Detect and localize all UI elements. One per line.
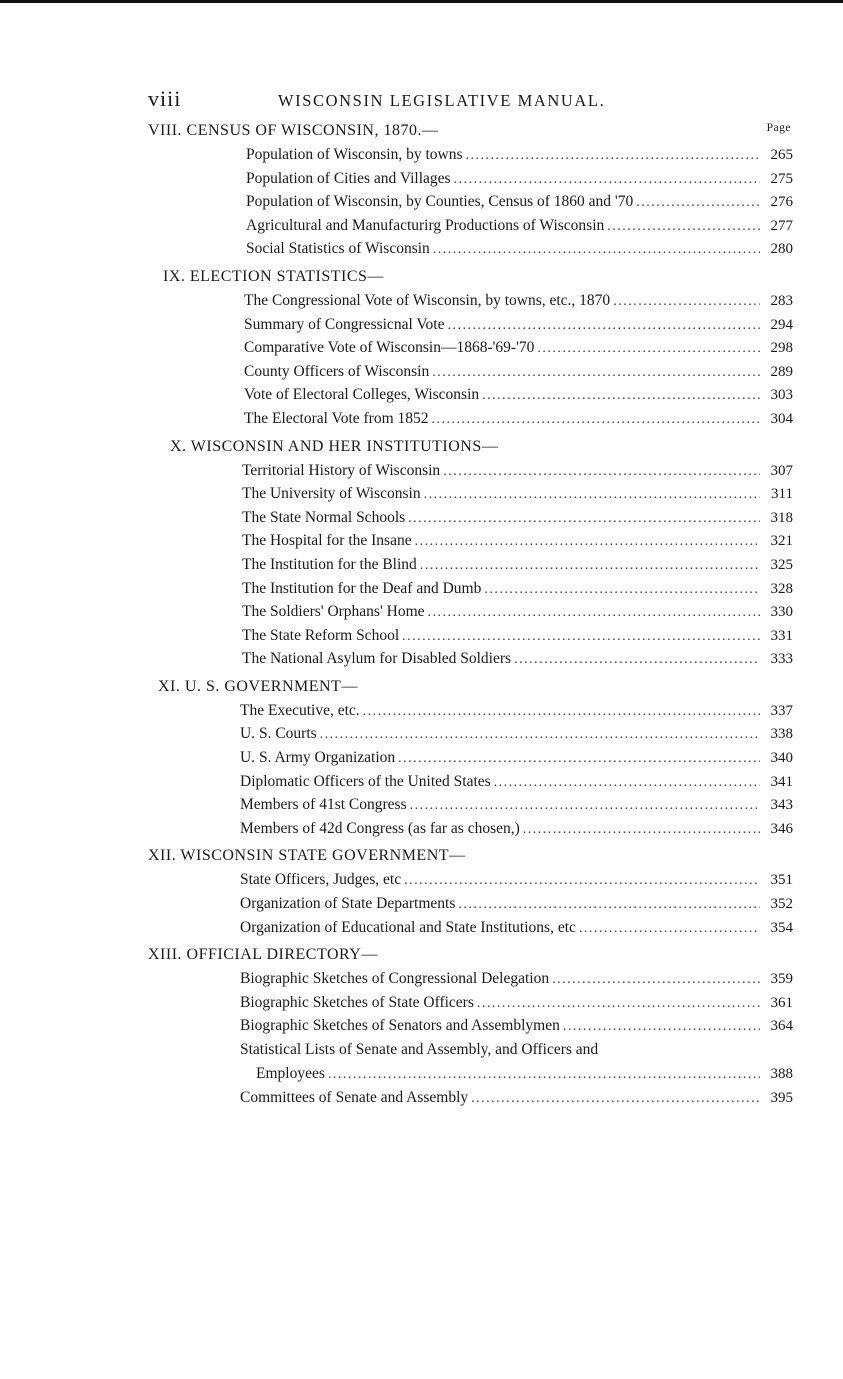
toc-page-number: 361 — [770, 994, 793, 1011]
toc-page-number: 328 — [770, 580, 793, 597]
toc-page-number: 333 — [770, 651, 793, 668]
section-title — [148, 946, 793, 970]
toc-section — [148, 847, 793, 942]
dot-leader — [494, 775, 760, 791]
dot-leader — [636, 195, 760, 211]
toc-page — [148, 86, 793, 1112]
dot-leader — [402, 629, 760, 645]
toc-entry — [148, 193, 793, 217]
dot-leader — [408, 511, 760, 527]
toc-entry — [148, 994, 793, 1018]
toc-entry-title: Organization of Educational and State Institutions, etc — [240, 918, 576, 936]
toc-section — [148, 946, 793, 1112]
toc-entry-title: State Officers, Judges, etc — [240, 871, 402, 889]
toc-entry — [148, 773, 793, 797]
toc-entry — [148, 485, 793, 509]
toc-entry-title: Agricultural and Manufacturirg Productions of Wisconsin — [246, 216, 605, 234]
toc-page-number: 340 — [770, 750, 793, 767]
dot-leader — [404, 873, 760, 889]
dot-leader — [424, 487, 760, 503]
toc-entry — [148, 462, 793, 486]
toc-entry-title: The Executive, etc. — [240, 701, 360, 719]
dot-leader — [579, 921, 760, 937]
toc-entry-title: U. S. Courts — [240, 725, 317, 743]
toc-page-number: 352 — [770, 896, 793, 913]
section-title-text: X. WISCONSIN AND HER INSTITUTIONS— — [170, 437, 499, 455]
dot-leader — [484, 582, 760, 598]
dot-leader — [432, 365, 760, 381]
toc-page-number: 277 — [770, 217, 793, 234]
toc-page-number: 280 — [770, 241, 793, 258]
toc-page-number: 318 — [770, 509, 793, 526]
toc-entry — [148, 556, 793, 580]
toc-entry — [148, 970, 793, 994]
dot-leader — [563, 1019, 760, 1035]
toc-entry — [148, 240, 793, 264]
dot-leader — [428, 605, 760, 621]
toc-entry-text-line: Statistical Lists of Senate and Assembly, and Officers and — [240, 1041, 599, 1058]
toc-entry — [148, 363, 793, 387]
dot-leader — [523, 822, 760, 838]
top-rule — [0, 0, 843, 3]
section-title — [148, 122, 793, 146]
toc-section — [148, 122, 793, 264]
toc-entry-title: The University of Wisconsin — [242, 485, 421, 503]
toc-entry — [148, 895, 793, 919]
toc-entry — [148, 410, 793, 434]
toc-entry-title: Summary of Congressicnal Vote — [244, 315, 445, 333]
dot-leader — [432, 412, 760, 428]
page-column-label: Page — [766, 122, 791, 134]
toc-page-number: 395 — [770, 1089, 793, 1106]
toc-page-number: 298 — [770, 340, 793, 357]
toc-entry-title: Organization of State Departments — [240, 895, 456, 913]
toc-entry-title: The Institution for the Blind — [242, 555, 417, 573]
toc-entry — [148, 627, 793, 651]
section-title-text: XI. U. S. GOVERNMENT— — [158, 677, 358, 695]
table-of-contents — [148, 122, 793, 1112]
toc-entry-title: County Officers of Wisconsin — [244, 362, 430, 380]
dot-leader — [514, 652, 760, 668]
toc-entry-title: Members of 41st Congress — [240, 796, 407, 814]
dot-leader — [537, 341, 760, 357]
toc-page-number: 359 — [770, 971, 793, 988]
toc-entry — [148, 146, 793, 170]
dot-leader — [443, 464, 760, 480]
toc-entry — [148, 725, 793, 749]
toc-entry-title: Committees of Senate and Assembly — [240, 1088, 469, 1106]
toc-entry — [148, 820, 793, 844]
toc-entry-title: Diplomatic Officers of the United States — [240, 772, 491, 790]
toc-entry — [148, 796, 793, 820]
toc-page-number: 321 — [770, 533, 793, 550]
toc-page-number: 388 — [770, 1066, 793, 1082]
toc-entry — [148, 1065, 793, 1089]
toc-page-number: 346 — [770, 820, 793, 837]
toc-entry-title: Biographic Sketches of Senators and Assemblymen — [240, 1017, 560, 1035]
section-title — [148, 678, 793, 702]
toc-entry — [148, 650, 793, 674]
toc-page-number: 338 — [770, 726, 793, 743]
toc-entry — [148, 170, 793, 194]
toc-entry-title: Comparative Vote of Wisconsin—1868-'69-'70 — [244, 339, 535, 357]
toc-page-number: 283 — [770, 292, 793, 309]
toc-entry — [148, 871, 793, 895]
toc-entry-title: The State Normal Schools — [242, 508, 406, 526]
toc-entry — [148, 532, 793, 556]
section-title-text: VIII. CENSUS OF WISCONSIN, 1870.— — [148, 122, 439, 139]
toc-entry-title: The National Asylum for Disabled Soldiers — [242, 650, 512, 668]
dot-leader — [420, 558, 760, 574]
toc-entry-title: Population of Wisconsin, by Counties, Census of 1860 and '70 — [246, 193, 634, 211]
dot-leader — [320, 727, 760, 743]
toc-entry — [148, 1089, 793, 1113]
toc-page-number: 351 — [770, 872, 793, 889]
toc-page-number: 275 — [770, 170, 793, 187]
toc-page-number: 343 — [770, 797, 793, 814]
running-title: WISCONSIN LEGISLATIVE MANUAL. — [278, 91, 606, 110]
toc-entry — [148, 386, 793, 410]
toc-page-number: 304 — [770, 410, 793, 427]
toc-entry — [148, 316, 793, 340]
toc-entry — [148, 702, 793, 726]
dot-leader — [398, 751, 760, 767]
toc-entry-title: Members of 42d Congress (as far as chosen,) — [240, 819, 520, 837]
toc-entry-title: Employees — [256, 1065, 325, 1082]
page-header — [148, 86, 793, 122]
dot-leader — [613, 294, 760, 310]
toc-section — [148, 438, 793, 674]
toc-page-number: 354 — [770, 919, 793, 936]
toc-page-number: 364 — [770, 1018, 793, 1035]
dot-leader — [552, 972, 760, 988]
toc-entry-title: The Electoral Vote from 1852 — [244, 409, 429, 427]
toc-page-number: 294 — [770, 316, 793, 333]
dot-leader — [477, 996, 760, 1012]
dot-leader — [433, 242, 760, 258]
toc-entry-title: The State Reform School — [242, 626, 400, 644]
toc-page-number: 307 — [770, 462, 793, 479]
section-title-text: IX. ELECTION STATISTICS— — [163, 267, 384, 285]
toc-entry — [148, 217, 793, 241]
toc-entry-title: Vote of Electoral Colleges, Wisconsin — [244, 386, 480, 404]
toc-entry — [148, 919, 793, 943]
dot-leader — [471, 1091, 760, 1107]
dot-leader — [466, 148, 760, 164]
toc-entry-title: The Soldiers' Orphans' Home — [242, 603, 425, 621]
section-title — [148, 847, 793, 871]
toc-page-number: 311 — [771, 486, 793, 503]
toc-entry-title: Population of Wisconsin, by towns — [246, 146, 463, 163]
toc-entry-title: The Institution for the Deaf and Dumb — [242, 579, 482, 597]
dot-leader — [454, 172, 760, 188]
dot-leader — [482, 388, 760, 404]
toc-page-number: 289 — [770, 363, 793, 380]
toc-entry — [148, 292, 793, 316]
toc-page-number: 341 — [770, 773, 793, 790]
toc-entry — [148, 509, 793, 533]
toc-entry-title: U. S. Army Organization — [240, 749, 396, 767]
dot-leader — [328, 1067, 760, 1083]
toc-entry-title: Social Statistics of Wisconsin — [246, 240, 430, 258]
toc-entry-title: The Hospital for the Insane — [242, 532, 412, 550]
toc-page-number: 325 — [770, 556, 793, 573]
toc-entry — [148, 580, 793, 604]
toc-entry-title: Population of Cities and Villages — [246, 169, 451, 187]
toc-section — [148, 268, 793, 434]
toc-page-number: 303 — [770, 387, 793, 404]
toc-entry-title: Biographic Sketches of Congressional Delegation — [240, 970, 550, 988]
folio: viii — [148, 86, 182, 111]
dot-leader — [415, 534, 760, 550]
toc-section — [148, 678, 793, 844]
toc-entry-title: Biographic Sketches of State Officers — [240, 993, 474, 1011]
dot-leader — [607, 219, 760, 235]
toc-entry-title: The Congressional Vote of Wisconsin, by towns, etc., 1870 — [244, 291, 611, 309]
toc-page-number: 265 — [770, 147, 793, 163]
toc-page-number: 331 — [770, 627, 793, 644]
dot-leader — [363, 704, 760, 720]
toc-entry — [148, 749, 793, 773]
dot-leader — [410, 798, 760, 814]
section-title-text: XII. WISCONSIN STATE GOVERNMENT— — [148, 847, 466, 865]
toc-page-number: 276 — [770, 194, 793, 211]
dot-leader — [447, 318, 760, 334]
section-title — [148, 438, 793, 462]
section-title — [148, 268, 793, 292]
toc-entry-title: Territorial History of Wisconsin — [242, 461, 441, 479]
section-title-text: XIII. OFFICIAL DIRECTORY— — [148, 946, 378, 964]
dot-leader — [458, 897, 760, 913]
toc-page-number: 330 — [770, 604, 793, 621]
toc-entry — [148, 339, 793, 363]
toc-page-number: 337 — [770, 702, 793, 719]
toc-entry — [148, 1017, 793, 1041]
toc-entry — [148, 603, 793, 627]
